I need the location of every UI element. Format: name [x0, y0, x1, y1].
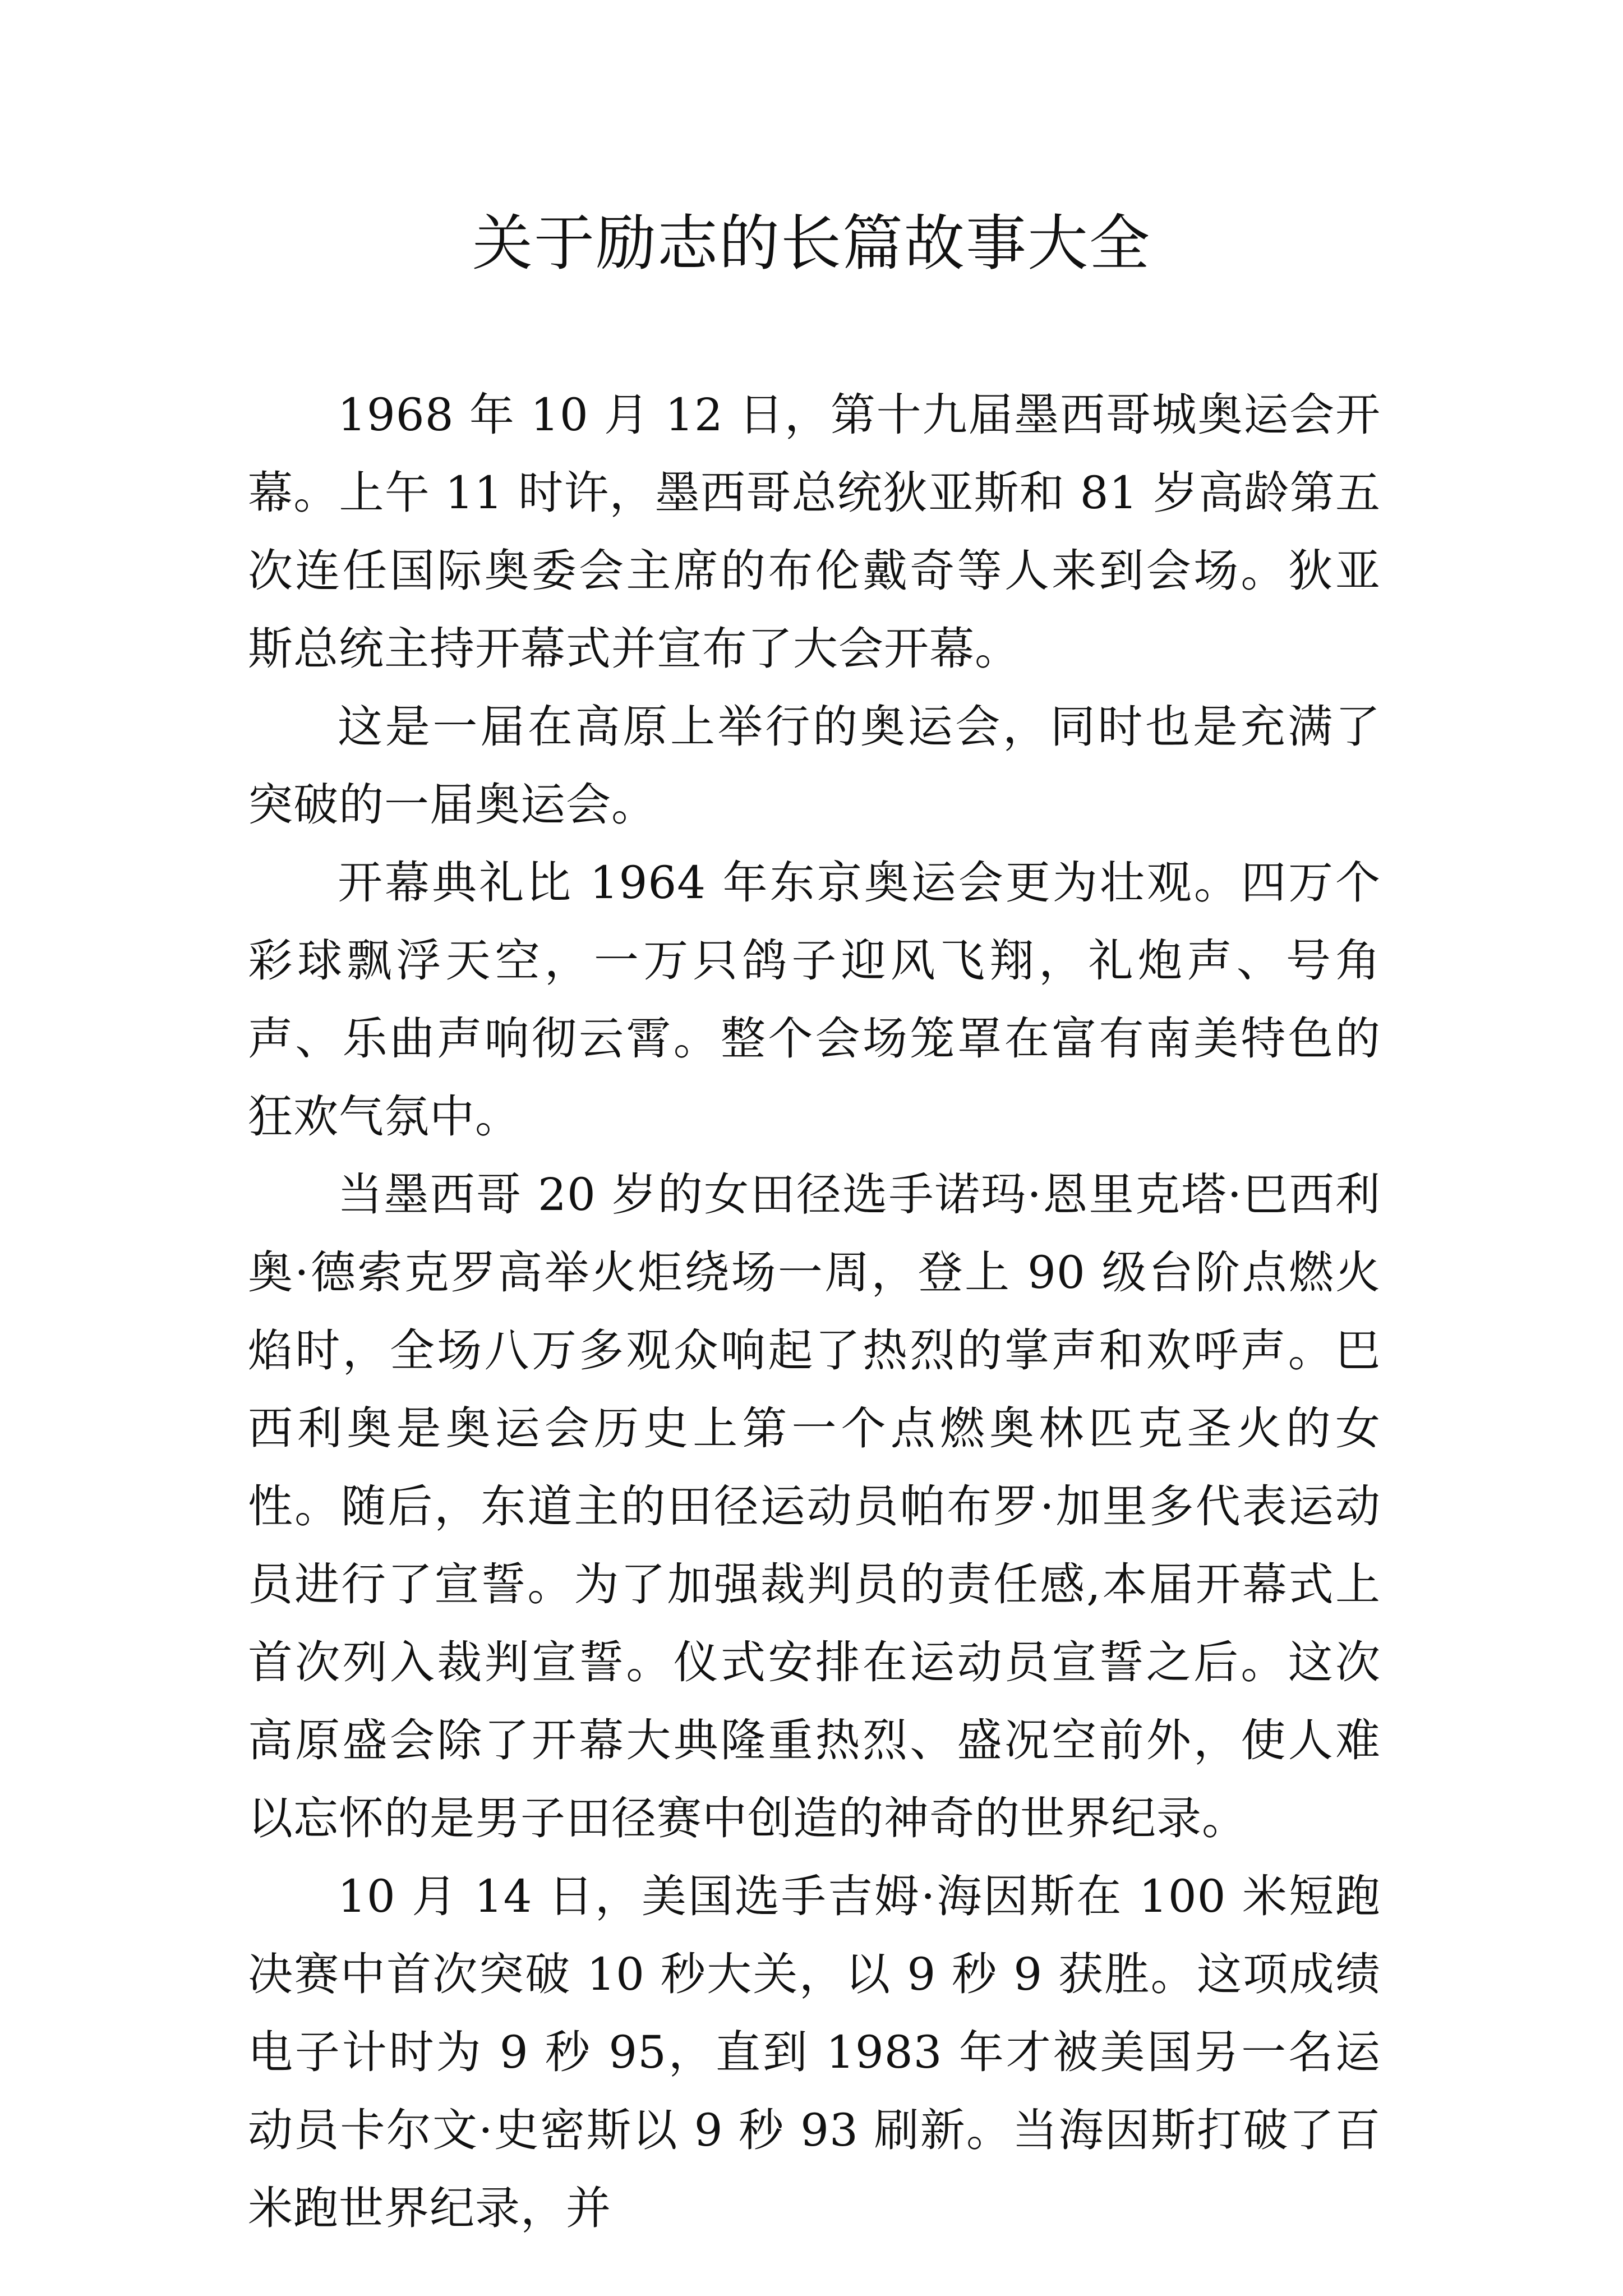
paragraph-5: 10 月 14 日，美国选手吉姆·海因斯在 100 米短跑决赛中首次突破 10 秒大关，以 9 秒 9 获胜。这项成绩电子计时为 9 秒 95，直到 1983 年才被美国另一名运动员卡尔文·史密斯以 9 秒 93 刷新。当海因斯打破了百米跑世界纪录，并 — [248, 1870, 1381, 2234]
document-title: 关于励志的长篇故事大全 — [472, 209, 1151, 279]
document-body — [248, 376, 1381, 2247]
paragraph-3: 开幕典礼比 1964 年东京奥运会更为壮观。四万个彩球飘浮天空，一万只鸽子迎风飞翔，礼炮声、号角声、乐曲声响彻云霄。整个会场笼罩在富有南美特色的狂欢气氛中。 — [248, 857, 1381, 1143]
paragraph-2: 这是一届在高原上举行的奥运会，同时也是充满了突破的一届奥运会。 — [248, 701, 1381, 831]
paragraph-1: 1968 年 10 月 12 日，第十九届墨西哥城奥运会开幕。上午 11 时许，墨西哥总统狄亚斯和 81 岁高龄第五次连任国际奥委会主席的布伦戴奇等人来到会场。狄亚斯总统主持开幕式并宣布了大会开幕。 — [248, 389, 1381, 675]
paragraph-4: 当墨西哥 20 岁的女田径选手诺玛·恩里克塔·巴西利奥·德索克罗高举火炬绕场一周，登上 90 级台阶点燃火焰时，全场八万多观众响起了热烈的掌声和欢呼声。巴西利奥是奥运会历史上第一个点燃奥林匹克圣火的女性。随后，东道主的田径运动员帕布罗·加里多代表运动员进行了宣誓。为了加强裁判员的责任感,本届开幕式上首次列入裁判宣誓。仪式安排在运动员宣誓之后。这次高原盛会除了开幕大典隆重热烈、盛况空前外，使人难以忘怀的是男子田径赛中创造的神奇的世界纪录。 — [248, 1168, 1381, 1844]
